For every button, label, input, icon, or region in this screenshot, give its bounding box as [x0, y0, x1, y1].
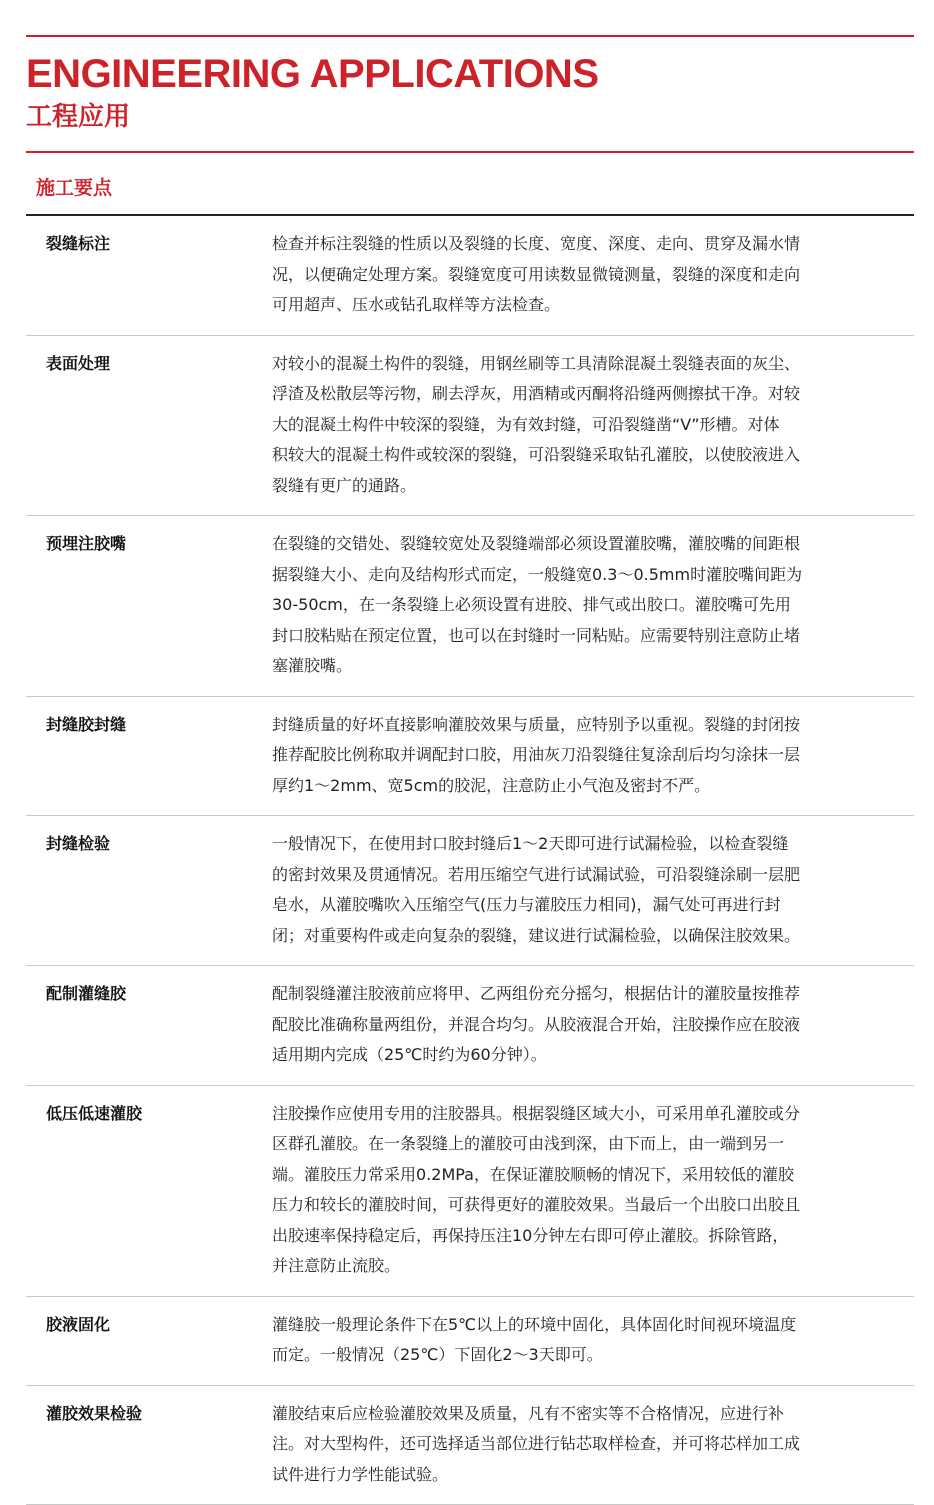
description-line: 积较大的混凝土构件或较深的裂缝，可沿裂缝采取钻孔灌胶，以使胶液进入	[272, 440, 894, 471]
description-line: 灌缝胶一般理论条件下在5℃以上的环境中固化，具体固化时间视环境温度	[272, 1310, 894, 1341]
page-title-cn: 工程应用	[26, 101, 130, 133]
description-line: 对较小的混凝土构件的裂缝，用钢丝刷等工具清除混凝土裂缝表面的灰尘、	[272, 349, 894, 380]
step-description	[272, 529, 894, 682]
step-label: 封缝检验	[26, 829, 272, 951]
step-description	[272, 349, 894, 502]
description-line: 塞灌胶嘴。	[272, 651, 894, 682]
table-row	[26, 1297, 914, 1386]
description-line: 推荐配胶比例称取并调配封口胶，用油灰刀沿裂缝往复涂刮后均匀涂抹一层	[272, 740, 894, 771]
step-description	[272, 829, 894, 951]
step-label: 配制灌缝胶	[26, 979, 272, 1071]
header-bottom-rule	[26, 151, 914, 153]
table-row	[26, 336, 914, 517]
description-line: 压力和较长的灌胶时间，可获得更好的灌胶效果。当最后一个出胶口出胶且	[272, 1190, 894, 1221]
description-line: 厚约1～2mm、宽5cm的胶泥，注意防止小气泡及密封不严。	[272, 771, 894, 802]
description-line: 封缝质量的好坏直接影响灌胶效果与质量，应特别予以重视。裂缝的封闭按	[272, 710, 894, 741]
step-description	[272, 1399, 894, 1491]
step-label: 预埋注胶嘴	[26, 529, 272, 682]
table-row	[26, 697, 914, 817]
step-label: 表面处理	[26, 349, 272, 502]
description-line: 配制裂缝灌注胶液前应将甲、乙两组份充分摇匀，根据估计的灌胶量按推荐	[272, 979, 894, 1010]
page-title-en: ENGINEERING APPLICATIONS	[26, 52, 599, 96]
description-line: 注。对大型构件，还可选择适当部位进行钻芯取样检查，并可将芯样加工成	[272, 1429, 894, 1460]
table-row	[26, 216, 914, 336]
step-description	[272, 1310, 894, 1371]
step-label: 封缝胶封缝	[26, 710, 272, 802]
description-line: 配胶比准确称量两组份，并混合均匀。从胶液混合开始，注胶操作应在胶液	[272, 1010, 894, 1041]
description-line: 检查并标注裂缝的性质以及裂缝的长度、宽度、深度、走向、贯穿及漏水情	[272, 229, 894, 260]
step-label: 裂缝标注	[26, 229, 272, 321]
description-line: 封口胶粘贴在预定位置，也可以在封缝时一同粘贴。应需要特别注意防止堵	[272, 621, 894, 652]
step-description	[272, 979, 894, 1071]
description-line: 大的混凝土构件中较深的裂缝，为有效封缝，可沿裂缝凿“V”形槽。对体	[272, 410, 894, 441]
description-line: 可用超声、压水或钻孔取样等方法检查。	[272, 290, 894, 321]
table-row	[26, 1086, 914, 1297]
description-line: 灌胶结束后应检验灌胶效果及质量，凡有不密实等不合格情况，应进行补	[272, 1399, 894, 1430]
description-line: 一般情况下，在使用封口胶封缝后1～2天即可进行试漏检验，以检查裂缝	[272, 829, 894, 860]
construction-steps-table	[26, 214, 914, 1505]
section-title: 施工要点	[36, 174, 112, 202]
description-line: 端。灌胶压力常采用0.2MPa，在保证灌胶顺畅的情况下，采用较低的灌胶	[272, 1160, 894, 1191]
description-line: 在裂缝的交错处、裂缝较宽处及裂缝端部必须设置灌胶嘴，灌胶嘴的间距根	[272, 529, 894, 560]
description-line: 的密封效果及贯通情况。若用压缩空气进行试漏试验，可沿裂缝涂刷一层肥	[272, 860, 894, 891]
description-line: 试件进行力学性能试验。	[272, 1460, 894, 1491]
description-line: 而定。一般情况（25℃）下固化2～3天即可。	[272, 1340, 894, 1371]
description-line: 闭；对重要构件或走向复杂的裂缝，建议进行试漏检验，以确保注胶效果。	[272, 921, 894, 952]
description-line: 浮渣及松散层等污物，刷去浮灰，用酒精或丙酮将沿缝两侧擦拭干净。对较	[272, 379, 894, 410]
table-row	[26, 516, 914, 697]
header-top-rule	[26, 35, 914, 37]
table-row	[26, 1386, 914, 1505]
description-line: 况，以便确定处理方案。裂缝宽度可用读数显微镜测量，裂缝的深度和走向	[272, 260, 894, 291]
description-line: 区群孔灌胶。在一条裂缝上的灌胶可由浅到深，由下而上，由一端到另一	[272, 1129, 894, 1160]
step-description	[272, 229, 894, 321]
step-label: 胶液固化	[26, 1310, 272, 1371]
table-row	[26, 816, 914, 966]
description-line: 裂缝有更广的通路。	[272, 471, 894, 502]
description-line: 并注意防止流胶。	[272, 1251, 894, 1282]
description-line: 出胶速率保持稳定后，再保持压注10分钟左右即可停止灌胶。拆除管路，	[272, 1221, 894, 1252]
step-label: 低压低速灌胶	[26, 1099, 272, 1282]
description-line: 皂水，从灌胶嘴吹入压缩空气(压力与灌胶压力相同)，漏气处可再进行封	[272, 890, 894, 921]
step-label: 灌胶效果检验	[26, 1399, 272, 1491]
description-line: 据裂缝大小、走向及结构形式而定，一般缝宽0.3～0.5mm时灌胶嘴间距为	[272, 560, 894, 591]
table-row	[26, 966, 914, 1086]
description-line: 30-50cm，在一条裂缝上必须设置有进胶、排气或出胶口。灌胶嘴可先用	[272, 590, 894, 621]
description-line: 适用期内完成（25℃时约为60分钟）。	[272, 1040, 894, 1071]
description-line: 注胶操作应使用专用的注胶器具。根据裂缝区域大小，可采用单孔灌胶或分	[272, 1099, 894, 1130]
step-description	[272, 710, 894, 802]
step-description	[272, 1099, 894, 1282]
